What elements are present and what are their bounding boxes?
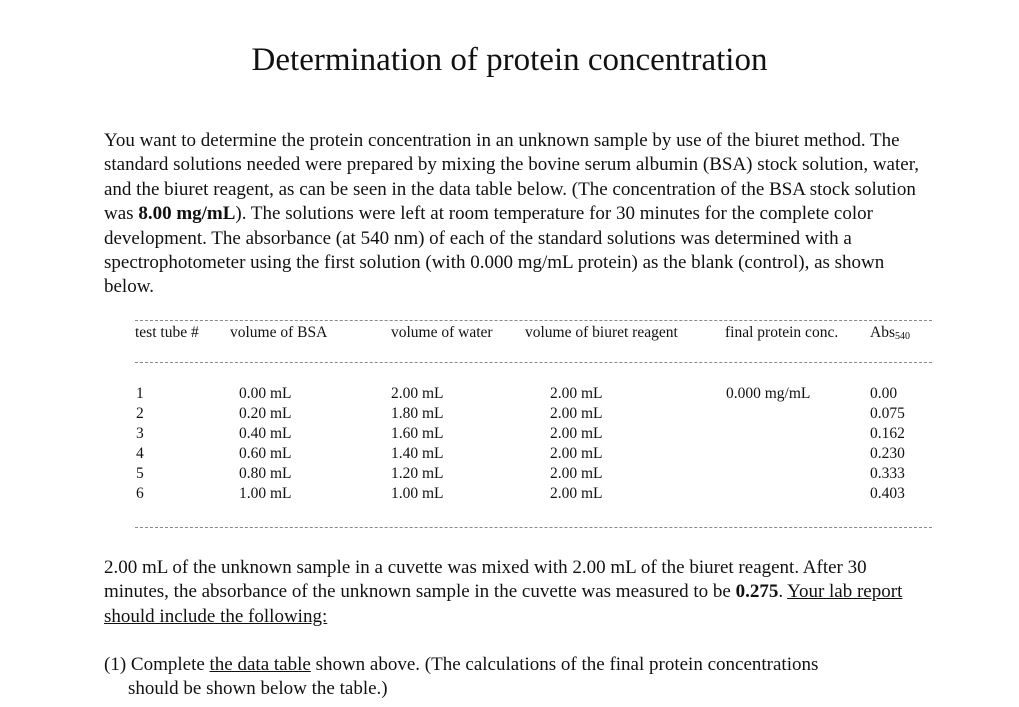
- unknown-text-1: 2.00 mL of the unknown sample in a cuvette was mixed with 2.00 mL of the biuret reagent. After 30 minutes, the absorbance of the unknown sample in the cuvette was measured to be: [104, 557, 867, 603]
- cell-abs: 0.00: [870, 385, 898, 402]
- cell-abs: 0.162: [870, 425, 905, 442]
- cell-bsa: 0.00 mL: [239, 385, 292, 402]
- column-volume-water: [391, 384, 444, 504]
- header-volume-bsa: volume of BSA: [230, 324, 328, 341]
- cell-biuret: 2.00 mL: [550, 385, 603, 402]
- data-table-reference: the data table: [209, 654, 311, 675]
- cell-conc: [726, 404, 810, 424]
- cell-biuret: 2.00 mL: [550, 445, 603, 462]
- cell-conc: 0.000 mg/mL: [726, 385, 811, 402]
- item1-prefix: (1) Complete: [104, 654, 210, 675]
- cell-tube: 3: [136, 425, 144, 442]
- cell-tube: 1: [136, 385, 144, 402]
- cell-bsa: 1.00 mL: [239, 485, 292, 502]
- unknown-sample-paragraph: [104, 556, 934, 629]
- cell-conc: [726, 424, 810, 444]
- table-top-rule: [135, 320, 932, 321]
- cell-abs: 0.333: [870, 465, 905, 482]
- cell-water: 1.20 mL: [391, 465, 444, 482]
- page-title: Determination of protein concentration: [251, 42, 768, 78]
- intro-text-1: You want to determine the protein concentration in an unknown sample by use of the biuret method. The standard solutions needed were prepared by mixing the bovine serum albumin (BSA) stock solution, water, and the biuret reagent, as can be seen in the data table below. (The concentration of the BSA stock solution was: [104, 130, 920, 225]
- cell-tube: 2: [136, 405, 144, 422]
- column-final-conc: [726, 384, 810, 504]
- intro-paragraph: [104, 129, 934, 300]
- cell-water: 1.00 mL: [391, 485, 444, 502]
- cell-biuret: 2.00 mL: [550, 405, 603, 422]
- header-final-conc: final protein conc.: [725, 324, 839, 341]
- item1-suffix: shown above. (The calculations of the final protein concentrations: [310, 654, 819, 675]
- cell-conc: [726, 484, 810, 504]
- cell-conc: [726, 464, 810, 484]
- cell-bsa: 0.80 mL: [239, 465, 292, 482]
- cell-tube: 4: [136, 445, 144, 462]
- cell-biuret: 2.00 mL: [550, 465, 603, 482]
- cell-abs: 0.230: [870, 445, 905, 462]
- column-volume-bsa: [239, 384, 292, 504]
- item1-line2: should be shown below the table.): [128, 678, 388, 700]
- cell-abs: 0.403: [870, 485, 905, 502]
- column-volume-biuret: [550, 384, 603, 504]
- cell-water: 1.80 mL: [391, 405, 444, 422]
- stock-concentration: 8.00 mg/mL: [138, 203, 236, 225]
- column-test-tube: [136, 384, 144, 504]
- header-absorbance: Abs$_{540}$: [870, 324, 910, 342]
- cell-bsa: 0.40 mL: [239, 425, 292, 442]
- instruction-item-1: [104, 653, 934, 702]
- cell-biuret: 2.00 mL: [550, 485, 603, 502]
- cell-conc: [726, 444, 810, 464]
- header-test-tube: test tube #: [135, 324, 199, 341]
- cell-bsa: 0.60 mL: [239, 445, 292, 462]
- lab-report-heading: Your lab report should include the following:: [104, 581, 903, 627]
- cell-water: 2.00 mL: [391, 385, 444, 402]
- intro-text-2: ). The solutions were left at room temperature for 30 minutes for the complete color development. The absorbance (at 540 nm) of each of the standard solutions was determined with a spectrophotometer using the first solution (with 0.000 mg/mL protein) as the blank (control), as shown below.: [104, 203, 885, 298]
- cell-water: 1.40 mL: [391, 445, 444, 462]
- unknown-absorbance: 0.275: [735, 581, 779, 603]
- cell-biuret: 2.00 mL: [550, 425, 603, 442]
- column-absorbance: [870, 384, 905, 504]
- table-bottom-rule: [135, 527, 932, 528]
- cell-bsa: 0.20 mL: [239, 405, 292, 422]
- header-volume-water: volume of water: [391, 324, 493, 341]
- unknown-text-2: .: [778, 581, 788, 603]
- cell-abs: 0.075: [870, 405, 905, 422]
- header-volume-biuret: volume of biuret reagent: [525, 324, 678, 341]
- table-header-rule: [135, 362, 932, 363]
- cell-tube: 5: [136, 465, 144, 482]
- cell-water: 1.60 mL: [391, 425, 444, 442]
- cell-tube: 6: [136, 485, 144, 502]
